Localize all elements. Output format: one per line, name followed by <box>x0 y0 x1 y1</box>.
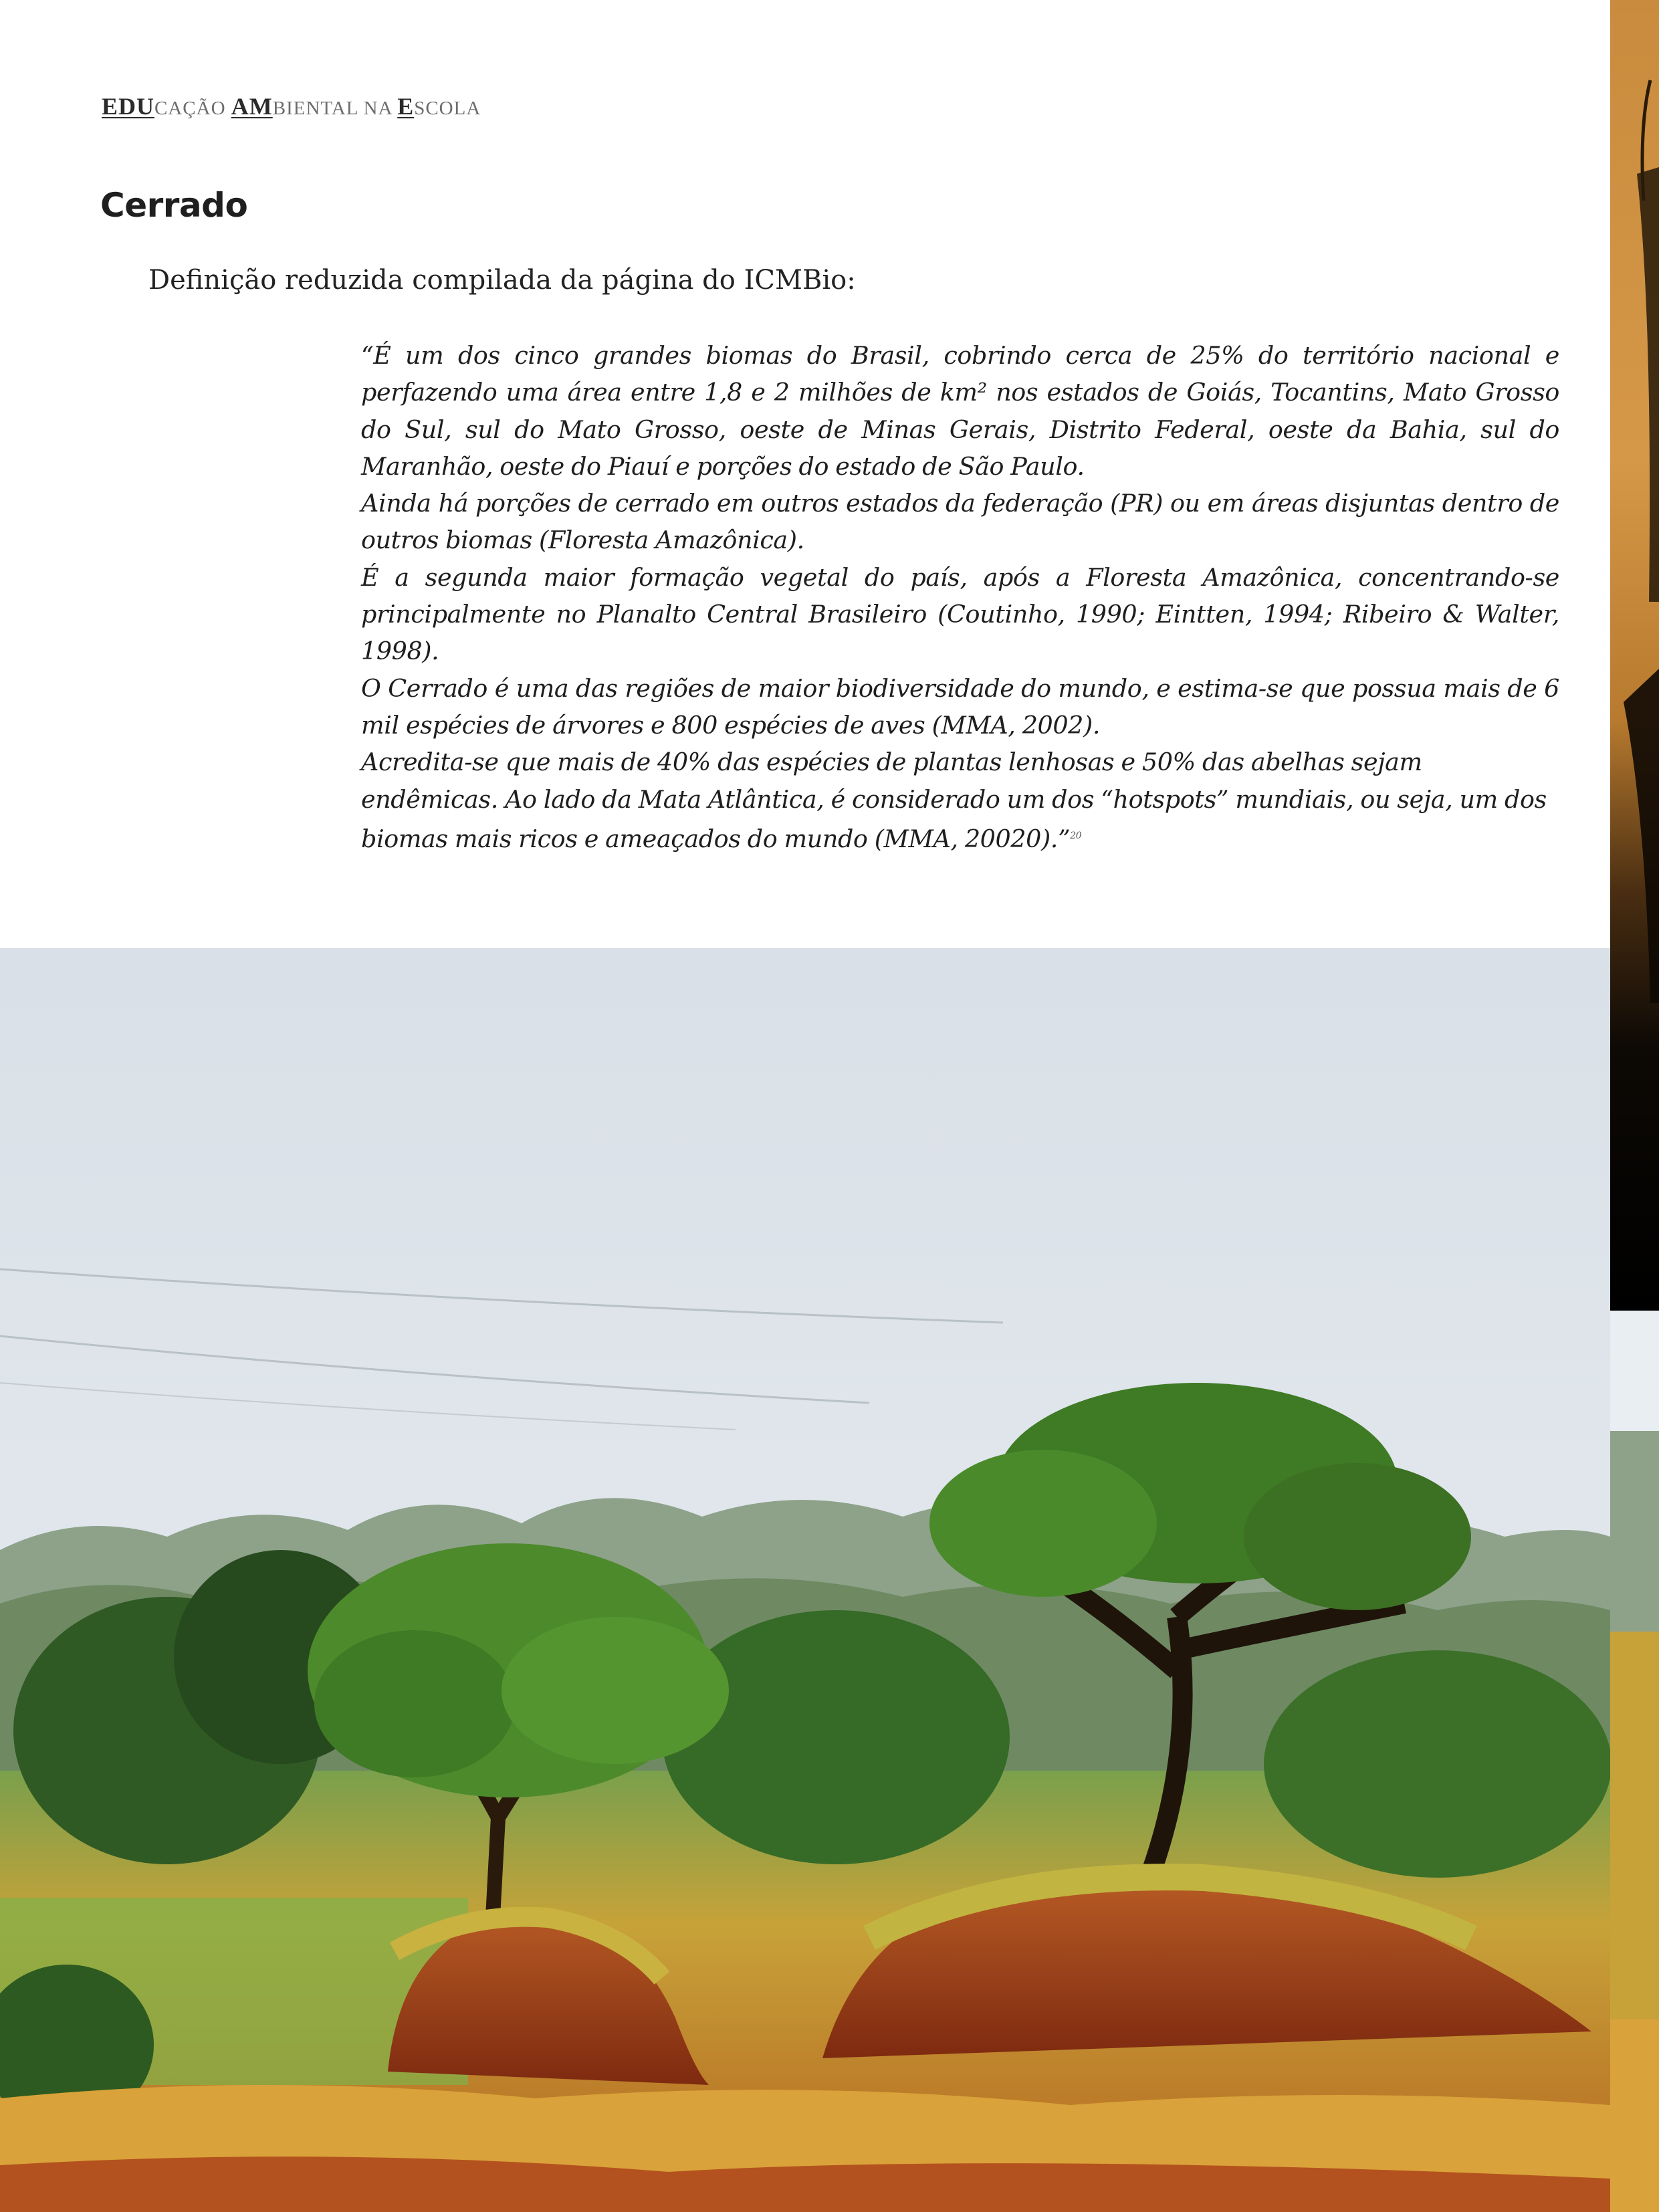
quote-paragraph-5-text: Acredita-se que mais de 40% das espécies de plantas lenhosas e 50% das abelhas sejam endêmicas. Ao lado da Mata Atlântica, é considerado um dos “hotspots” mundiais, ou seja, um dos biomas mais ricos e ameaçados do mundo (MMA, 20020).” <box>361 748 1547 854</box>
section-title: Cerrado <box>100 186 248 225</box>
running-header-scola: SCOLA <box>414 98 481 119</box>
intro-text: Definição reduzida compilada da página do ICMBio: <box>148 265 856 296</box>
block-quote <box>361 337 1559 857</box>
running-header-am: AM <box>231 93 273 120</box>
quote-paragraph-3: É a segunda maior formação vegetal do país, após a Floresta Amazônica, concentrando-se principalmente no Planalto Central Brasileiro (Coutinho, 1990; Eintten, 1994; Ribeiro & Walter, 1998). <box>361 562 1559 666</box>
running-header-biental-na: BIENTAL NA <box>272 98 398 119</box>
running-header-cacao: CAÇÃO <box>154 98 231 119</box>
quote-paragraph-4: O Cerrado é uma das regiões de maior biodiversidade do mundo, e estima-se que possua mais de 6 mil espécies de árvores e 800 espécies de aves (MMA, 2002). <box>361 673 1559 740</box>
quote-paragraph-1: “É um dos cinco grandes biomas do Brasil, cobrindo cerca de 25% do território nacional e perfazendo uma área entre 1,8 e 2 milhões de km² nos estados de Goiás, Tocantins, Mato Grosso do Sul, sul do Mato Grosso, oeste de Minas Gerais, Distrito Federal, oeste da Bahia, sul do Maranhão, oeste do Piauí e porções do estado de São Paulo. <box>361 341 1559 481</box>
footnote-marker: 20 <box>1070 830 1082 841</box>
cerrado-landscape-photo <box>0 948 1610 2212</box>
running-header-edu: EDU <box>102 93 155 120</box>
grass-silhouette-icon <box>1610 0 1659 1311</box>
running-header-e: E <box>397 93 415 120</box>
quote-paragraph-5 <box>361 744 1559 857</box>
cerrado-photo-edge <box>1610 1311 1659 2212</box>
running-header <box>102 92 481 120</box>
quote-paragraph-2: Ainda há porções de cerrado em outros estados da federação (PR) ou em áreas disjuntas dentro de outros biomas (Floresta Amazônica). <box>361 489 1559 555</box>
adjacent-page-photo-strip <box>1610 0 1659 1311</box>
